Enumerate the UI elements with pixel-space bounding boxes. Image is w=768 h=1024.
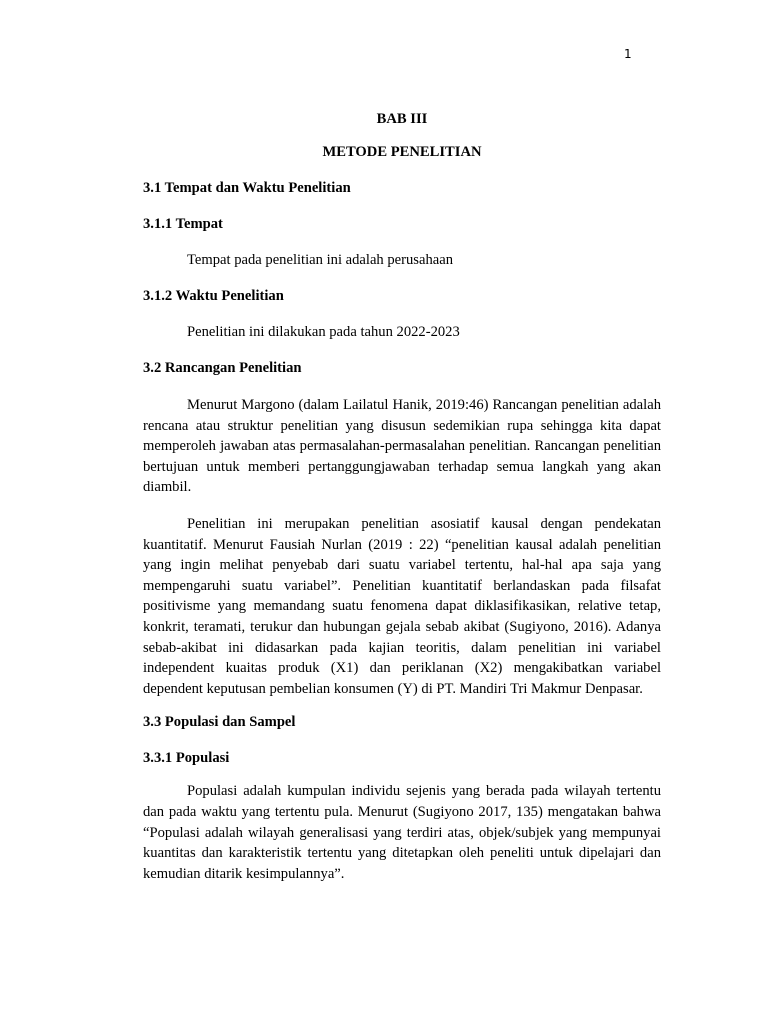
page-number: 1 xyxy=(624,47,632,61)
section-heading-3-1-1: 3.1.1 Tempat xyxy=(143,216,223,232)
section-heading-3-1-2: 3.1.2 Waktu Penelitian xyxy=(143,288,284,304)
section-heading-3-1: 3.1 Tempat dan Waktu Penelitian xyxy=(143,180,351,196)
paragraph-3-2-1: Menurut Margono (dalam Lailatul Hanik, 2019:46) Rancangan penelitian adalah rencana atau struktur penelitian yang disusun sedemikian rupa sehingga kita dapat memperoleh jawaban atas permasalahan-permasalahan penelitian. Rancangan penelitian bertujuan untuk memberi pertanggungjawaban terhadap semua langkah yang akan diambil. xyxy=(143,397,661,496)
section-heading-3-3: 3.3 Populasi dan Sampel xyxy=(143,714,296,731)
document-body xyxy=(143,110,661,884)
section-heading-3-2: 3.2 Rancangan Penelitian xyxy=(143,360,302,376)
chapter-label: BAB III xyxy=(376,111,428,127)
chapter-title: METODE PENELITIAN xyxy=(322,144,482,160)
paragraph-3-2-2: Penelitian ini merupakan penelitian asosiatif kausal dengan pendekatan kuantitatif. Menurut Fausiah Nurlan (2019 : 22) “penelitian kausal adalah penelitian yang ingin melihat penyebab dari suatu variabel tertentu, hal-hal apa saja yang mempengaruhi suatu variabel”. Penelitian kuantitatif berlandaskan pada filsafat positivisme yang memandang suatu fenomena dapat diklasifikasikan, relative tetap, konkrit, teramati, terukur dan hubungan gejala sebab akibat (Sugiyono, 2016). Adanya sebab-akibat ini didasarkan pada kajian teoritis, dalam penelitian ini variabel independent kuaitas produk (X1) dan periklanan (X2) mengakibatkan variabel dependent keputusan pembelian konsumen (Y) di PT. Mandiri Tri Makmur Denpasar. xyxy=(143,515,661,697)
section-heading-3-3-1: 3.3.1 Populasi xyxy=(143,750,230,767)
paragraph-3-3-1: Populasi adalah kumpulan individu sejenis yang berada pada wilayah tertentu dan pada waktu yang tertentu pula. Menurut (Sugiyono 2017, 135) mengatakan bahwa “Populasi adalah wilayah generalisasi yang terdiri atas, objek/subjek yang mempunyai kuantitas dan karakteristik tertentu yang ditetapkan oleh peneliti untuk dipelajari dan kemudian ditarik kesimpulannya”. xyxy=(143,783,661,882)
section-text-3-1-2: Penelitian ini dilakukan pada tahun 2022-2023 xyxy=(187,324,460,340)
section-text-3-1-1: Tempat pada penelitian ini adalah perusahaan xyxy=(187,252,454,268)
